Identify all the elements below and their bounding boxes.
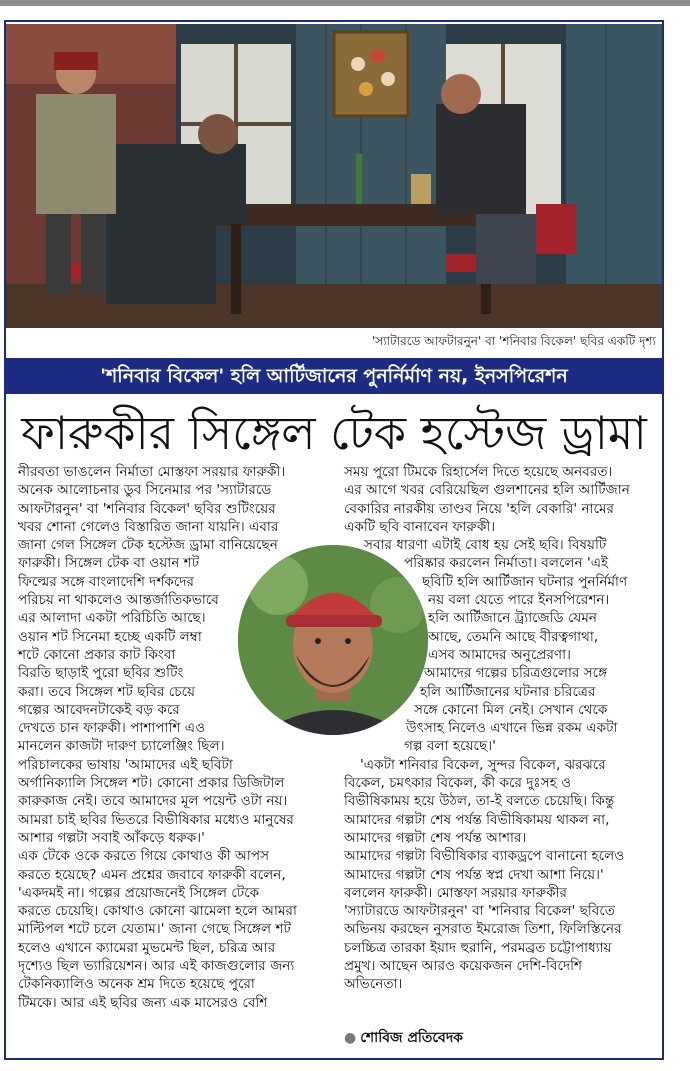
- body-line: অর্গানিক্যালি সিঙ্গেল শট। কোনো প্রকার ডিজিটাল: [18, 775, 285, 792]
- body-line: করতে চেয়েছি। কোথাও কোনো ঝামেলা হলে আমরা: [18, 903, 297, 920]
- bullet-icon: ●: [344, 1030, 357, 1046]
- body-line: উৎসাহ নিলেও এখানে ভিন্ন রকম একটা: [406, 720, 618, 737]
- body-line: আফটারনুন' বা 'শনিবার বিকেল' ছবির শুটিংয়ের: [18, 500, 276, 517]
- body-line: বিভীষিকাময় হয়ে উঠল, তা-ই বলতে চেয়েছি। কিন্তু: [344, 793, 615, 810]
- body-line: এর আগে খবর বেরিয়েছিল গুলশানের হলি আর্টিজান: [344, 482, 630, 499]
- byline-text: শোবিজ প্রতিবেদক: [360, 1030, 463, 1046]
- body-line: নীরবতা ভাঙলেন নির্মাতা মোস্তফা সরয়ার ফারুকী।: [18, 464, 286, 480]
- body-line: আমরা চাই ছবির ভিতরে বিভীষিকার মধ্যেও মানুষের: [18, 811, 294, 828]
- body-line: করা। তবে সিঙ্গেল শট ছবির চেয়ে: [18, 683, 196, 700]
- right-column: [344, 463, 652, 994]
- body-line: এর আলাদা একটা পরিচিতি আছে।: [18, 610, 206, 627]
- body-line: আমাদের গল্পের চরিত্রগুলোর সঙ্গে: [424, 665, 608, 682]
- scene-illustration: [6, 24, 662, 328]
- body-line: পরিষ্কার করলেন নির্মাতা। বললেন 'এই: [404, 555, 609, 572]
- body-line: পরিচালকের ভাষায় 'আমাদের এই ছবিটা: [18, 756, 233, 773]
- body-line: নয় বলা যেতে পারে ইনসপিরেশন।: [428, 592, 610, 609]
- body-line: ফিল্মের সঙ্গে বাংলাদেশি দর্শকদের: [18, 573, 194, 590]
- body-line: শটে কোনো প্রকার কাট কিংবা: [18, 646, 176, 663]
- body-line: বেকারির নারকীয় তাণ্ডব নিয়ে 'হলি বেকারি' নামের: [344, 500, 615, 517]
- body-line: আমাদের গল্পটা শেষ পর্যন্ত স্বপ্ন দেখা আশা নিয়ে।': [344, 866, 604, 883]
- photo-caption: 'স্যাটারডে আফটারনুন' বা 'শনিবার বিকেল' ছবির একটি দৃশ্য: [371, 334, 656, 348]
- body-line: আছে, তেমনি আছে বীরত্বগাথা,: [428, 628, 599, 645]
- body-line: টিমকে। আর এই ছবির জন্য এক মাসেরও বেশি: [18, 994, 268, 1011]
- body-line: ওয়ান শট সিনেমা হচ্ছে একটি লম্বা: [18, 628, 202, 645]
- headline: ফারুকীর সিঙ্গেল টেক হস্টেজ ড্রামা: [21, 406, 647, 460]
- body-line: কারুকাজ নেই। তবে আমাদের মূল পয়েন্ট ওটা নয়।: [18, 793, 288, 810]
- body-line: এক টেকে ওকে করতে গিয়ে কোথাও কী আপস: [18, 848, 270, 865]
- body-line: বিরতি ছাড়াই পুরো ছবির শুটিং: [18, 665, 184, 682]
- body-line: গল্পের আবেদনটাকেই বড় করে: [18, 701, 180, 718]
- body-line: অনেক আলোচনার ডুব সিনেমার পর 'স্যাটারডে: [18, 482, 272, 499]
- body-line: দেখতে চান ফারুকী। পাশাপাশি এও: [18, 720, 206, 737]
- top-rule: [0, 0, 690, 6]
- body-line: জানা গেল সিঙ্গেল টেক হস্টেজ ড্রামা বানিয়েছেন: [18, 537, 278, 554]
- body-line: বললেন ফারুকী। মোস্তফা সরয়ার ফারুকীর: [344, 884, 567, 901]
- body-line: আমাদের গল্পটা বিভীষিকার ব্যাকড্রপে বানানো হলেও: [344, 848, 625, 865]
- body-line: এসব আমাদের অনুপ্রেরণা।: [428, 646, 571, 663]
- body-line: সবার ধারণা এটাই বোধ হয় সেই ছবি। বিষয়টি: [364, 537, 607, 554]
- body-line: 'একদমই না। গল্পের প্রয়োজনেই সিঙ্গেল টেকে: [18, 884, 260, 901]
- subheadline: 'শনিবার বিকেল' হলি আর্টিজানের পুনর্নির্মাণ নয়, ইনসপিরেশন: [6, 358, 662, 394]
- body-line: টেকনিক্যালিও অনেক শ্রম দিতে হয়েছে পুরো: [18, 976, 255, 993]
- body-line: আশার গল্পটা সবাই আঁকড়ে ধরুক।': [18, 829, 205, 846]
- body-line: 'স্যাটারডে আফটারনুন' বা 'শনিবার বিকেল' ছবিতে: [344, 903, 616, 920]
- body-line: সময় পুরো টিমকে রিহার্সেল দিতে হয়েছে অনবরত।: [344, 464, 613, 480]
- body-line: করতে হয়েছে? এমন প্রশ্নের জবাবে ফারুকী বলেন,: [18, 866, 286, 883]
- body-line: একটি ছবি বানাবেন ফারুকী।: [344, 518, 496, 535]
- body-line: গল্প বলা হয়েছে।': [404, 738, 496, 755]
- body-line: প্রমুখ। আছেন আরও কয়েকজন দেশি-বিদেশি: [344, 958, 583, 975]
- body-line: অভিনেতা।: [344, 976, 403, 993]
- body-line: খবর শোনা গেলেও বিস্তারিত জানা যায়নি। এবার: [18, 518, 279, 535]
- body-line: অভিনয় করছেন নুসরাত ইমরোজ তিশা, ফিলিস্তিনের: [344, 921, 622, 938]
- body-line: হলেও এখানে ক্যামেরা মুভমেন্ট ছিল, চরিত্র আর: [18, 939, 276, 956]
- body-line: সঙ্গে কোনো মিল নেই। সেখান থেকে: [414, 701, 608, 718]
- body-line: দৃশ্যেও ছিল ভ্যারিয়েশন। আর এই কাজগুলোর জন্য: [18, 958, 295, 975]
- body-line: আমাদের গল্পটা শেষ পর্যন্ত আশার।: [344, 829, 527, 846]
- portrait-illustration: [238, 545, 428, 735]
- scene-photo: [6, 24, 662, 328]
- left-column: [18, 463, 330, 1012]
- body-line: ছবিটি হলি আর্টিজান ঘটনার পুনর্নির্মাণ: [422, 573, 628, 590]
- body-line: হলি আর্টিজানে ট্র্যাজেডি যেমন: [428, 610, 598, 627]
- body-line: মাল্টিপল শটে চলে যেতাম।' জানা গেছে সিঙ্গেল শট: [18, 921, 291, 938]
- body-line: চলচ্চিত্র তারকা ইয়াদ হুরানি, পরমব্রত চট্টোপাধ্যায়: [344, 939, 612, 956]
- body-line: ফারুকী। সিঙ্গেল টেক বা ওয়ান শট: [18, 555, 200, 572]
- byline: [344, 1026, 463, 1050]
- director-portrait: [238, 545, 428, 735]
- body-line: মানলেন কাজটা দারুণ চ্যালেঞ্জিং ছিল।: [18, 738, 225, 755]
- body-line: বিকেল, চমৎকার বিকেল, কী করে দুঃসহ ও: [344, 775, 572, 792]
- body-line: হলি আর্টিজানের ঘটনার চরিত্রের: [420, 683, 596, 700]
- body-line: আমাদের গল্পটা শেষ পর্যন্ত বিভীষিকাময় থাকল না,: [344, 811, 610, 828]
- body-line: 'একটা শনিবার বিকেল, সুন্দর বিকেল, ঝরঝরে: [360, 756, 606, 773]
- body-line: পরিচয় না থাকলেও আন্তর্জাতিকভাবে: [18, 592, 219, 609]
